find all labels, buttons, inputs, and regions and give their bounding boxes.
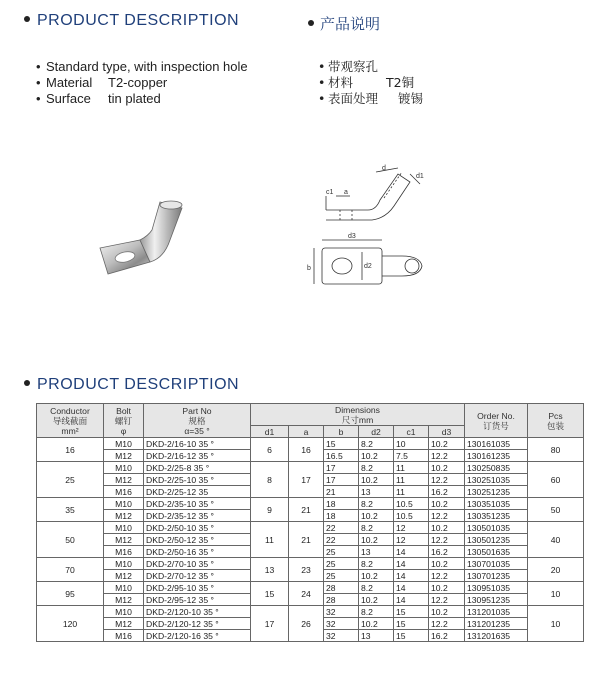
cell-d3: 10.2 [429, 606, 465, 618]
cell-bolt: M12 [104, 450, 144, 462]
cable-lug-photo [90, 200, 200, 285]
cell-pcs: 80 [528, 438, 584, 462]
cell-d2: 10.2 [359, 510, 394, 522]
header-bolt: Bolt 螺钉 φ [104, 404, 144, 438]
cell-c1: 14 [394, 558, 429, 570]
cell-d2: 13 [359, 546, 394, 558]
feature-item: • Surface tin plated [36, 91, 161, 106]
cell-c1: 10.5 [394, 498, 429, 510]
cell-d3: 12.2 [429, 618, 465, 630]
cell-conductor: 95 [37, 582, 104, 606]
cell-c1: 7.5 [394, 450, 429, 462]
cell-part-no: DKD-2/50-16 35 ° [144, 546, 251, 558]
cell-part-no: DKD-2/70-12 35 ° [144, 570, 251, 582]
table-row [37, 558, 584, 570]
cell-b: 25 [324, 546, 359, 558]
cell-pcs: 50 [528, 498, 584, 522]
cell-d2: 10.2 [359, 474, 394, 486]
cell-bolt: M12 [104, 534, 144, 546]
cell-b: 16.5 [324, 450, 359, 462]
cell-d2: 8.2 [359, 558, 394, 570]
cell-b: 28 [324, 594, 359, 606]
cell-b: 32 [324, 606, 359, 618]
cell-d2: 8.2 [359, 522, 394, 534]
cell-part-no: DKD-2/50-10 35 ° [144, 522, 251, 534]
cell-bolt: M16 [104, 486, 144, 498]
header-c1: c1 [394, 426, 429, 438]
cell-d3: 10.2 [429, 462, 465, 474]
cell-b: 15 [324, 438, 359, 450]
cell-order-no: 130161035 [465, 438, 528, 450]
feature-item: • 表面处理 镀锡 [318, 91, 424, 106]
cell-order-no: 130250835 [465, 462, 528, 474]
cell-order-no: 130701235 [465, 570, 528, 582]
cell-part-no: DKD-2/120-10 35 ° [144, 606, 251, 618]
cell-bolt: M10 [104, 462, 144, 474]
features-cn [318, 59, 423, 107]
cell-b: 25 [324, 570, 359, 582]
cell-part-no: DKD-2/16-12 35 ° [144, 450, 251, 462]
cell-c1: 14 [394, 546, 429, 558]
cell-d3: 12.2 [429, 510, 465, 522]
cell-c1: 12 [394, 534, 429, 546]
cell-c1: 10.5 [394, 510, 429, 522]
cell-d1: 13 [251, 558, 289, 582]
features-en [36, 59, 248, 107]
cell-bolt: M12 [104, 618, 144, 630]
cell-c1: 11 [394, 486, 429, 498]
cell-order-no: 130351235 [465, 510, 528, 522]
cell-d3: 10.2 [429, 582, 465, 594]
cell-a: 24 [289, 582, 324, 606]
header-d3: d3 [429, 426, 465, 438]
cell-d3: 12.2 [429, 450, 465, 462]
table-row [37, 462, 584, 474]
header-dimensions: Dimensions 尺寸mm [251, 404, 465, 426]
cell-d3: 10.2 [429, 558, 465, 570]
cell-b: 18 [324, 510, 359, 522]
table-row [37, 606, 584, 618]
cell-c1: 14 [394, 582, 429, 594]
cell-a: 26 [289, 606, 324, 642]
bullet-icon [308, 20, 314, 26]
cell-part-no: DKD-2/120-12 35 ° [144, 618, 251, 630]
cell-d3: 10.2 [429, 438, 465, 450]
cell-part-no: DKD-2/50-12 35 ° [144, 534, 251, 546]
dim-label-a: a [344, 189, 348, 196]
table-row [37, 582, 584, 594]
cell-b: 18 [324, 498, 359, 510]
cell-pcs: 60 [528, 462, 584, 498]
cell-order-no: 131201035 [465, 606, 528, 618]
cell-pcs: 10 [528, 606, 584, 642]
cell-d3: 12.2 [429, 570, 465, 582]
cell-d1: 15 [251, 582, 289, 606]
dim-label-d: d [382, 165, 386, 172]
cell-d3: 10.2 [429, 522, 465, 534]
header-part-no: Part No 规格 α=35 ° [144, 404, 251, 438]
cell-conductor: 120 [37, 606, 104, 642]
dim-label-c1: c1 [326, 189, 334, 196]
cell-c1: 12 [394, 522, 429, 534]
cell-bolt: M10 [104, 606, 144, 618]
cell-order-no: 130501035 [465, 522, 528, 534]
cell-d2: 8.2 [359, 462, 394, 474]
cell-d2: 8.2 [359, 606, 394, 618]
cell-d2: 8.2 [359, 582, 394, 594]
cell-order-no: 131201635 [465, 630, 528, 642]
cell-a: 16 [289, 438, 324, 462]
cell-part-no: DKD-2/25-8 35 ° [144, 462, 251, 474]
cell-d2: 13 [359, 486, 394, 498]
cell-b: 22 [324, 534, 359, 546]
feature-item: • Material T2-copper [36, 75, 168, 90]
cell-bolt: M16 [104, 546, 144, 558]
cell-c1: 14 [394, 594, 429, 606]
cell-d2: 10.2 [359, 618, 394, 630]
cell-b: 32 [324, 630, 359, 642]
section-title-bottom: PRODUCT DESCRIPTION [24, 376, 239, 394]
cell-conductor: 70 [37, 558, 104, 582]
dim-label-d2: d2 [364, 263, 372, 270]
cell-d2: 8.2 [359, 438, 394, 450]
cell-a: 21 [289, 522, 324, 558]
header-a: a [289, 426, 324, 438]
cell-c1: 15 [394, 618, 429, 630]
cell-order-no: 130251235 [465, 486, 528, 498]
cell-order-no: 130501635 [465, 546, 528, 558]
cell-a: 21 [289, 498, 324, 522]
cell-d3: 16.2 [429, 546, 465, 558]
cell-d3: 10.2 [429, 498, 465, 510]
cell-part-no: DKD-2/35-10 35 ° [144, 498, 251, 510]
cell-b: 17 [324, 462, 359, 474]
cell-bolt: M10 [104, 522, 144, 534]
cell-order-no: 130951235 [465, 594, 528, 606]
header-order-no: Order No. 订货号 [465, 404, 528, 438]
cell-d2: 8.2 [359, 498, 394, 510]
cell-bolt: M10 [104, 498, 144, 510]
cell-b: 32 [324, 618, 359, 630]
table-body [37, 438, 584, 642]
cell-part-no: DKD-2/70-10 35 ° [144, 558, 251, 570]
cell-c1: 11 [394, 474, 429, 486]
cell-d2: 10.2 [359, 450, 394, 462]
cell-bolt: M12 [104, 510, 144, 522]
cell-order-no: 131201235 [465, 618, 528, 630]
cell-conductor: 25 [37, 462, 104, 498]
cell-order-no: 130951035 [465, 582, 528, 594]
cell-c1: 14 [394, 570, 429, 582]
cell-part-no: DKD-2/25-10 35 ° [144, 474, 251, 486]
cell-d3: 12.2 [429, 594, 465, 606]
table-row [37, 498, 584, 510]
cell-order-no: 130351035 [465, 498, 528, 510]
feature-item: • 材料 T2铜 [318, 75, 415, 90]
section-title-top: PRODUCT DESCRIPTION [24, 12, 239, 30]
dim-label-b: b [307, 265, 311, 272]
header-conductor: Conductor 导线截面 mm² [37, 404, 104, 438]
cell-d2: 13 [359, 630, 394, 642]
cell-b: 22 [324, 522, 359, 534]
cell-conductor: 16 [37, 438, 104, 462]
cell-d1: 6 [251, 438, 289, 462]
cell-conductor: 50 [37, 522, 104, 558]
cell-b: 25 [324, 558, 359, 570]
cell-a: 23 [289, 558, 324, 582]
cell-d1: 8 [251, 462, 289, 498]
cell-d3: 16.2 [429, 630, 465, 642]
cell-pcs: 10 [528, 582, 584, 606]
table-row [37, 522, 584, 534]
cell-c1: 15 [394, 630, 429, 642]
bullet-icon [24, 16, 30, 22]
cell-bolt: M10 [104, 438, 144, 450]
header-d1: d1 [251, 426, 289, 438]
cell-b: 28 [324, 582, 359, 594]
cell-conductor: 35 [37, 498, 104, 522]
feature-item: • 带观察孔 [318, 59, 379, 74]
cell-d3: 12.2 [429, 474, 465, 486]
cell-part-no: DKD-2/120-16 35 ° [144, 630, 251, 642]
cell-part-no: DKD-2/95-10 35 ° [144, 582, 251, 594]
cell-part-no: DKD-2/35-12 35 ° [144, 510, 251, 522]
spec-table [36, 403, 584, 642]
section-title-cn: 产品说明 [308, 13, 380, 34]
cell-bolt: M12 [104, 594, 144, 606]
cell-d3: 16.2 [429, 486, 465, 498]
header-d2: d2 [359, 426, 394, 438]
cell-d1: 17 [251, 606, 289, 642]
cell-part-no: DKD-2/16-10 35 ° [144, 438, 251, 450]
cell-order-no: 130701035 [465, 558, 528, 570]
cell-pcs: 20 [528, 558, 584, 582]
cell-d1: 11 [251, 522, 289, 558]
cell-d2: 10.2 [359, 534, 394, 546]
header-b: b [324, 426, 359, 438]
cell-order-no: 130161235 [465, 450, 528, 462]
cell-c1: 11 [394, 462, 429, 474]
cell-d3: 12.2 [429, 534, 465, 546]
cell-c1: 15 [394, 606, 429, 618]
cell-b: 21 [324, 486, 359, 498]
cell-part-no: DKD-2/95-12 35 ° [144, 594, 251, 606]
cell-part-no: DKD-2/25-12 35 [144, 486, 251, 498]
technical-drawing [298, 160, 448, 300]
cell-d2: 10.2 [359, 594, 394, 606]
table-header-row [37, 404, 584, 426]
cell-bolt: M12 [104, 474, 144, 486]
cell-b: 17 [324, 474, 359, 486]
header-pcs: Pcs 包装 [528, 404, 584, 438]
cell-c1: 10 [394, 438, 429, 450]
cell-order-no: 130501235 [465, 534, 528, 546]
cell-bolt: M10 [104, 558, 144, 570]
bullet-icon [24, 380, 30, 386]
cell-pcs: 40 [528, 522, 584, 558]
cell-bolt: M10 [104, 582, 144, 594]
cell-order-no: 130251035 [465, 474, 528, 486]
dim-label-d3: d3 [348, 233, 356, 240]
cell-d1: 9 [251, 498, 289, 522]
cell-bolt: M12 [104, 570, 144, 582]
feature-item: • Standard type, with inspection hole [36, 59, 248, 74]
cell-bolt: M16 [104, 630, 144, 642]
table-row [37, 438, 584, 450]
cell-d2: 10.2 [359, 570, 394, 582]
dim-label-d1: d1 [416, 173, 424, 180]
cell-a: 17 [289, 462, 324, 498]
